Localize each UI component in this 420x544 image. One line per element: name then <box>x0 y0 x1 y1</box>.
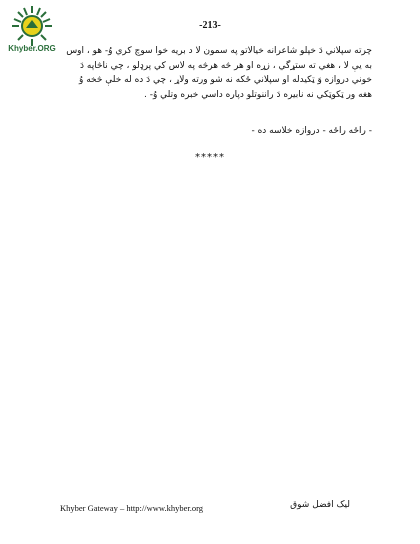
body-paragraph-2: - راځه راځه - دروازه خلاسه ده - <box>251 126 372 136</box>
page-number: -213- <box>199 20 221 31</box>
footer-site-credit: Khyber Gateway – http://www.khyber.org <box>60 503 204 513</box>
logo-text: Khyber.ORG <box>8 44 56 53</box>
body-paragraph-1: چرته سپلاني دَ خپلو شاعرانه خيالاتو په سمون لا د بريه خوا سوچ کري وُ- هو ، اوس به يې لا ، هغي ته ستړگي ، زړه او هر څه هرڅه په لاس کي پرډلو ، چي ناڅاپه دَ خوني دروازه وَ ټکيدله او سپلاني ځکه نه شو ورته ولاړ ، چي دَ ده له خلې څخه وُ هغه ور ټکوټکي نه نابيره دَ راننوتلو دپاره داسي خبره وتلي وُ- . <box>66 46 372 100</box>
section-separator: ***** <box>195 152 225 163</box>
footer-author: ليک افضل شوق <box>290 500 350 510</box>
